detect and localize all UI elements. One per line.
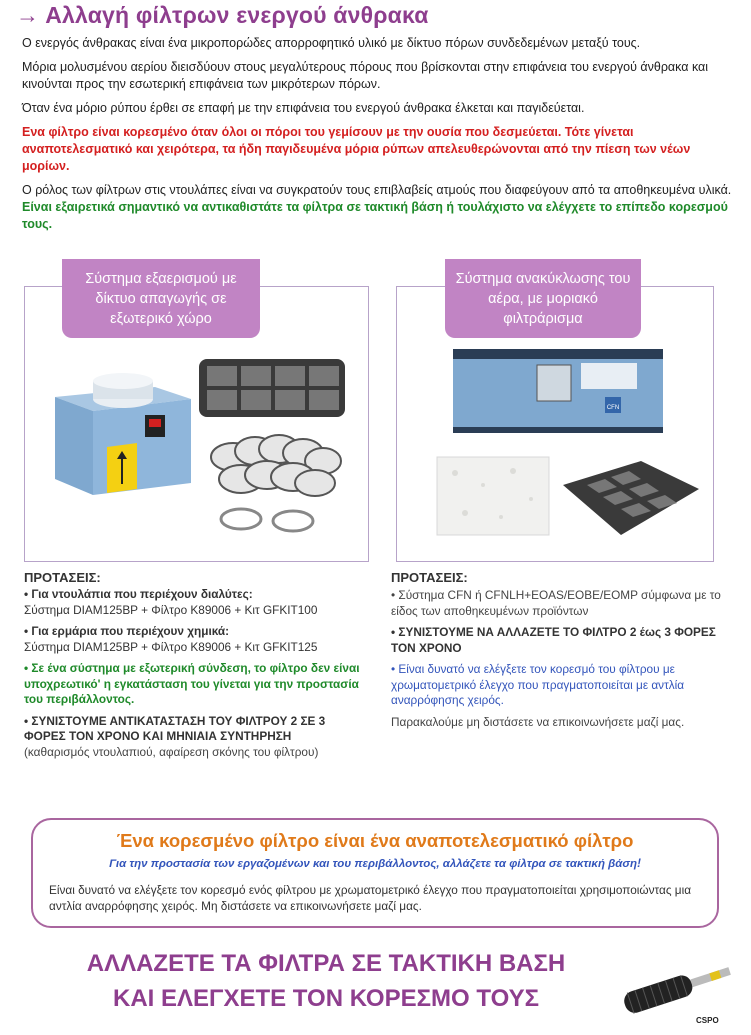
intro-paragraph-5-highlight: Είναι εξαιρετικά σημαντικό να αντικαθιστάτε τα φίλτρα σε τακτική βάση ή τουλάχιστο να ελέγχετε το επίπεδο κορεσμού τους. — [22, 200, 728, 231]
cfn-filtration-unit-image — [449, 347, 667, 437]
test-brush-image — [612, 947, 742, 1029]
arrow-right-icon: → — [16, 2, 40, 28]
ventilation-unit-image — [35, 359, 205, 499]
left-proposals-title: ΠΡΟΤΑΣΕΙΣ: — [24, 570, 101, 585]
slogan-line-2: ΚΑΙ ΕΛΕΓΧΕΤΕ ΤΟΝ ΚΟΡΕΣΜΟ ΤΟΥΣ — [113, 985, 539, 1012]
callout-body: Είναι δυνατό να ελέγξετε τον κορεσμό ενός φίλτρου με χρωματομετρικό έλεγχο που πραγματοποιείται χρησιμοποιώντας μια αντλία αναρρόφησης χειρός. Μη διστάσετε να επικοινωνήσετε μαζί μας. — [49, 883, 692, 913]
panel-external-exhaust — [24, 271, 369, 562]
intro-paragraph-1: Ο ενεργός άνθρακας είναι ένα μικροπορώδες απορροφητικό υλικό με δίκτυο πόρων συνδεδεμένων μεταξύ τους. — [22, 36, 641, 50]
right-proposals-list — [391, 588, 721, 736]
left-proposal-replacement-head: • ΣΥΝΙΣΤΟΥΜΕ ΑΝΤΙΚΑΤΑΣΤΑΣΗ ΤΟΥ ΦΙΛΤΡΟΥ 2 ΣΕ 3 ΦΟΡΕΣ ΤΟΝ ΧΡΟΝΟ ΚΑΙ ΜΗΝΙΑΙΑ ΣΥΝΤΗΡΗΣΗ — [24, 713, 326, 743]
intro-paragraph-2: Μόρια μολυσμένου αερίου διεισδύουν στους μεγαλύτερους πόρους που βρίσκονται στην επιφάνεια του ενεργού άνθρακα και κινούνται προς την εσωτερική επιφάνεια των μικρότερων πόρων. — [22, 60, 709, 91]
left-proposal-chemicals — [24, 624, 364, 655]
intro-paragraph-5-text: Ο ρόλος των φίλτρων στις ντουλάπες είναι να συγκρατούν τους επιβλαβείς ατμούς που διαφεύγουν από τα αποθηκευμένα υλικά. — [22, 183, 732, 197]
right-proposals-title: ΠΡΟΤΑΣΕΙΣ: — [391, 570, 468, 585]
callout-subtitle: Για την προστασία των εργαζομένων και του περιβάλλοντος, αλλάζετε τα φίλτρα σε τακτική βάση! — [109, 858, 641, 870]
left-proposal-solvents-body: Σύστημα DIAM125BP + Φίλτρο K89006 + Κιτ GFKIT100 — [24, 602, 318, 617]
left-proposal-chemicals-body: Σύστημα DIAM125BP + Φίλτρο K89006 + Κιτ GFKIT125 — [24, 639, 318, 654]
right-proposal-contact: Παρακαλούμε μη διστάσετε να επικοινωνήσετε μαζί μας. — [391, 714, 685, 729]
intro-paragraph-3: Όταν ένα μόριο ρύπου έρθει σε επαφή με την επιφάνεια του ενεργού άνθρακα έλκεται και παγιδεύεται. — [22, 101, 585, 115]
right-proposal-system: • Σύστημα CFN ή CFNLH+EOAS/EOBE/EOMP σύμφωνα με το είδος των αποθηκευμένων προϊόντων — [391, 588, 721, 618]
left-proposals-list — [24, 587, 364, 766]
intro-paragraph-5 — [22, 182, 732, 233]
cfn-unit-label: CFN — [606, 405, 620, 411]
carbon-filter-tray-image — [559, 457, 701, 539]
right-proposal-change-frequency — [391, 625, 721, 656]
slogan-line-1: ΑΛΛΑΖΕΤΕ ΤΑ ΦΙΛΤΡΑ ΣΕ ΤΑΚΤΙΚΗ ΒΑΣΗ — [86, 950, 566, 977]
left-proposal-replacement — [24, 714, 364, 761]
left-proposal-replacement-body: (καθαρισμός ντουλαπιού, αφαίρεση σκόνης του φίλτρου) — [24, 744, 319, 759]
page-title-text: Αλλαγή φίλτρων ενεργού άνθρακα — [45, 2, 429, 28]
intro-text — [22, 35, 732, 240]
slogan — [46, 946, 606, 1016]
left-proposal-solvents — [24, 587, 364, 618]
left-proposal-solvents-head: • Για ντουλάπια που περιέχουν διαλύτες: — [24, 587, 253, 601]
intro-paragraph-saturation-warning: Ενα φίλτρο είναι κορεσμένο όταν όλοι οι πόροι του γεμίσουν με την ουσία που δεσμεύεται. Τότε γίνεται αναποτελεσματικό και χειρότερα, τα ήδη παγιδευμένα μόρια ρύπων απελευθερώνονται από την πίεση των νέων μορίων. — [22, 125, 691, 173]
right-proposal-colorimetric-test: • Είναι δυνατό να ελέγξετε τον κορεσμό του φίλτρου με χρωματομετρικό έλεγχο που πραγματοποιείται με αντλία αναρρόφησης χειρός. — [391, 662, 685, 707]
page-title — [16, 2, 429, 29]
right-proposal-change-frequency-text: • ΣΥΝΙΣΤΟΥΜΕ ΝΑ ΑΛΛΑΖΕΤΕ ΤΟ ΦΙΛΤΡΟ 2 έως 3 ΦΟΡΕΣ ΤΟΝ ΧΡΟΝΟ — [391, 625, 716, 655]
panel-air-recirculation — [396, 271, 714, 562]
panel-badge-external-exhaust: Σύστημα εξαερισμού με δίκτυο απαγωγής σε εξωτερικό χώρο — [62, 259, 260, 338]
saturated-filter-callout — [31, 818, 719, 928]
panel-badge-air-recirculation: Σύστημα ανακύκλωσης του αέρα, με μοριακό φιλτράρισμα — [445, 259, 641, 338]
left-proposal-chemicals-head: • Για ερμάρια που περιέχουν χημικά: — [24, 624, 230, 638]
flexible-duct-image — [193, 427, 353, 539]
callout-title: Ένα κορεσμένο φίλτρο είναι ένα αναποτελεσματικό φίλτρο — [116, 830, 634, 851]
left-proposal-external-connection: • Σε ένα σύστημα με εξωτερική σύνδεση, το φίλτρο δεν είναι υποχρεωτικό' η εγκατάσταση του γίνεται για την προστασία του περιβάλλοντος. — [24, 661, 360, 706]
particulate-filter-pad-image — [435, 455, 551, 537]
carbon-filter-image — [197, 357, 347, 419]
brush-label: CSPO — [696, 1016, 719, 1025]
